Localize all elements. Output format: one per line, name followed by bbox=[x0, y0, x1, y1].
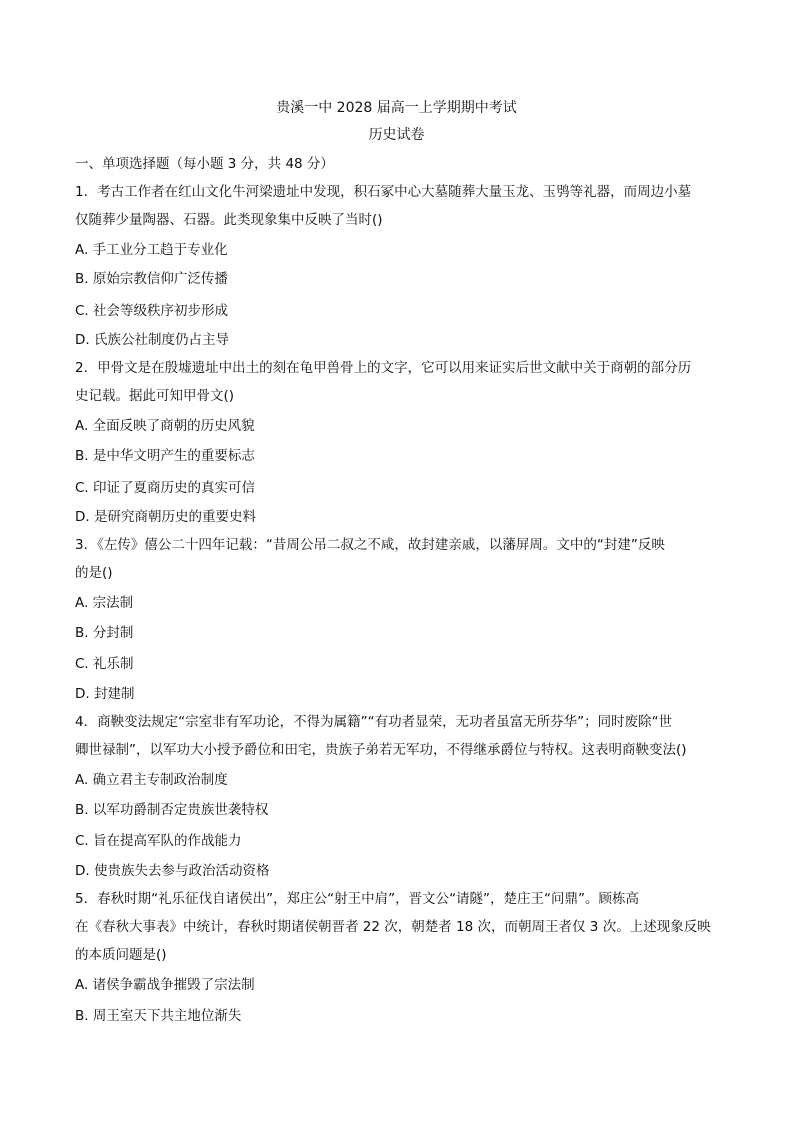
question-4-line-2: 卿世禄制”，以军功大小授予爵位和田宅，贵族子弟若无军功，不得继承爵位与特权。这表明商鞅变法() bbox=[75, 742, 687, 758]
question-2-line-2: 史记载。据此可知甲骨文() bbox=[75, 388, 235, 404]
question-2-option-b: B. 是中华文明产生的重要标志 bbox=[75, 448, 255, 464]
exam-subtitle: 历史试卷 bbox=[368, 127, 425, 143]
question-2-option-c: C. 印证了夏商历史的真实可信 bbox=[75, 480, 256, 496]
question-4-line-1: 4．商鞅变法规定“宗室非有军功论，不得为属籍”“有功者显荣，无功者虽富无所芬华”；同时废除“世 bbox=[75, 714, 673, 730]
question-4-option-d: D. 使贵族失去参与政治活动资格 bbox=[75, 863, 270, 879]
question-1-option-b: B. 原始宗教信仰广泛传播 bbox=[75, 271, 228, 287]
question-2-option-d: D. 是研究商朝历史的重要史料 bbox=[75, 509, 256, 525]
section-heading: 一、单项选择题（每小题 3 分，共 48 分） bbox=[75, 156, 334, 172]
question-1-option-c: C. 社会等级秩序初步形成 bbox=[75, 303, 229, 319]
question-5-line-2: 在《春秋大事表》中统计，春秋时期诸侯朝晋者 22 次，朝楚者 18 次，而朝周王者仅 3 次。上述现象反映 bbox=[75, 919, 711, 935]
exam-title: 贵溪一中 2028 届高一上学期期中考试 bbox=[276, 100, 517, 116]
question-3-option-b: B. 分封制 bbox=[75, 625, 134, 641]
question-4-option-c: C. 旨在提高军队的作战能力 bbox=[75, 833, 242, 849]
question-2-option-a: A. 全面反映了商朝的历史风貌 bbox=[75, 418, 255, 434]
question-3-line-1: 3．《左传》僖公二十四年记载：“昔周公吊二叔之不咸，故封建亲戚，以藩屏周。文中的“封建”反映 bbox=[75, 537, 665, 553]
question-1-option-d: D. 氏族公社制度仍占主导 bbox=[75, 332, 229, 348]
question-4-option-a: A. 确立君主专制政治制度 bbox=[75, 772, 228, 788]
question-5-option-a: A. 诸侯争霸战争摧毁了宗法制 bbox=[75, 977, 255, 993]
question-1-line-1: 1．考古工作者在红山文化牛河梁遗址中发现，积石冢中心大墓随葬大量玉龙、玉鸮等礼器，而周边小墓 bbox=[75, 184, 692, 200]
question-2-line-1: 2．甲骨文是在殷墟遗址中出土的刻在龟甲兽骨上的文字，它可以用来证实后世文献中关于商朝的部分历 bbox=[75, 360, 692, 376]
question-3-option-c: C. 礼乐制 bbox=[75, 656, 134, 672]
question-5-option-b: B. 周王室天下共主地位渐失 bbox=[75, 1008, 242, 1024]
question-3-option-d: D. 封建制 bbox=[75, 686, 135, 702]
question-4-option-b: B. 以军功爵制否定贵族世袭特权 bbox=[75, 802, 269, 818]
question-1-line-2: 仅随葬少量陶器、石器。此类现象集中反映了当时() bbox=[75, 212, 383, 228]
question-5-line-3: 的本质问题是() bbox=[75, 947, 167, 963]
question-5-line-1: 5．春秋时期“礼乐征伐自诸侯出”，郑庄公“射王中肩”，晋文公“请隧”，楚庄王“问鼎”。顾栋高 bbox=[75, 891, 640, 907]
question-3-line-2: 的是() bbox=[75, 565, 113, 581]
question-3-option-a: A. 宗法制 bbox=[75, 595, 134, 611]
question-1-option-a: A. 手工业分工趋于专业化 bbox=[75, 242, 228, 258]
